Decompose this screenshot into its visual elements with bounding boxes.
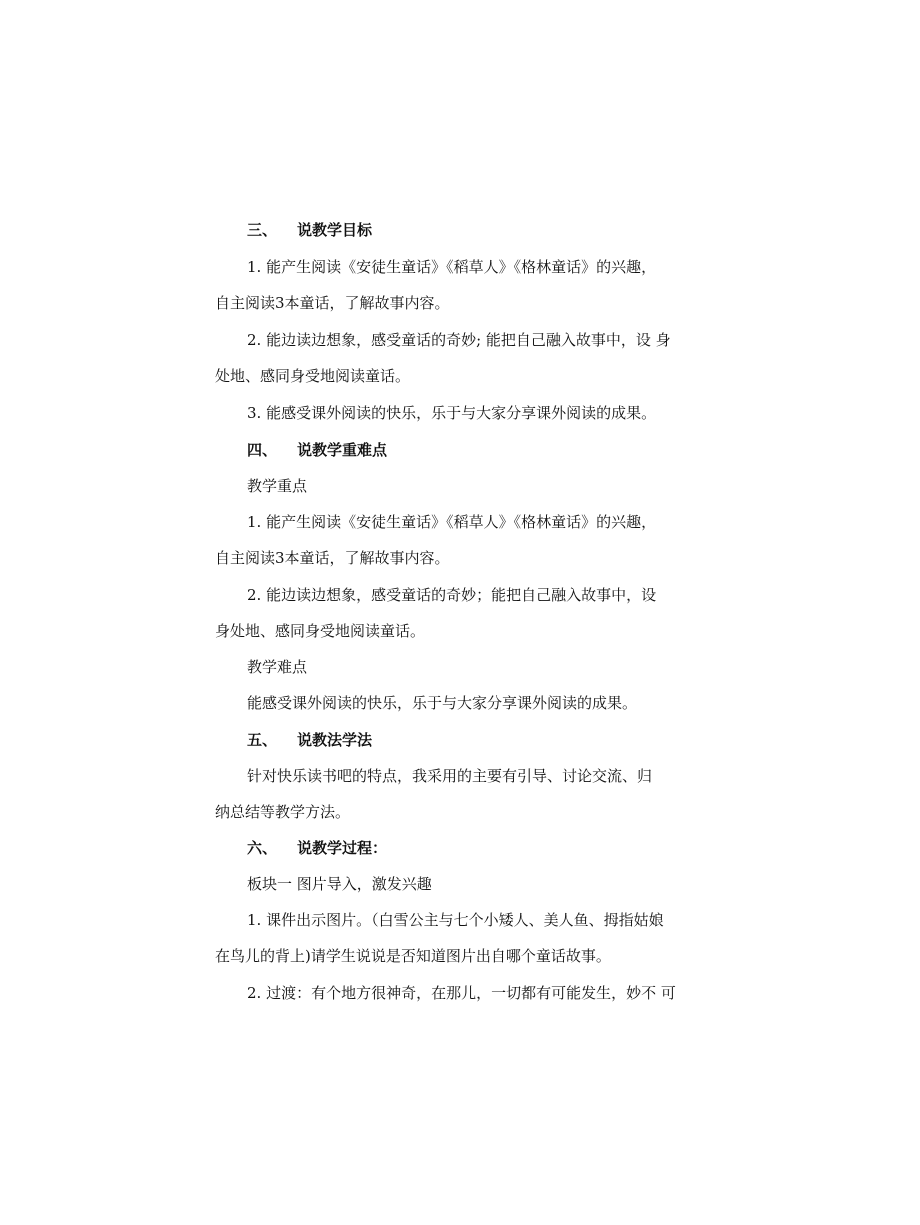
goal-2-line-1: 2. 能边读边想象，感受童话的奇妙; 能把自己融入故事中，设 身 bbox=[247, 331, 671, 349]
goal-2-line-2: 处地、感同身受地阅读童话。 bbox=[215, 367, 411, 385]
section-6-number: 六、 bbox=[247, 839, 278, 857]
step-1-line-1: 1. 课件出示图片。（白雪公主与七个小矮人、美人鱼、拇指姑娘 bbox=[247, 911, 664, 929]
section-3-heading bbox=[247, 220, 747, 240]
section-4-title: 说教学重难点 bbox=[297, 441, 388, 459]
key-1-line-2: 自主阅读3本童话，了解故事内容。 bbox=[215, 549, 450, 567]
section-5-number: 五、 bbox=[247, 731, 278, 749]
step-1-line-2: 在鸟儿的背上)请学生说说是否知道图片出自哪个童话故事。 bbox=[215, 947, 611, 965]
key-2-line-1: 2. 能边读边想象，感受童话的奇妙；能把自己融入故事中，设 bbox=[247, 586, 657, 604]
section-3-number: 三、 bbox=[247, 221, 278, 239]
section-4-number: 四、 bbox=[247, 441, 278, 459]
goal-1-line-2: 自主阅读3本童话，了解故事内容。 bbox=[215, 294, 450, 312]
block-1-title: 板块一 图片导入，激发兴趣 bbox=[247, 875, 432, 893]
key-1-line-1: 1. 能产生阅读《安徒生童话》《稻草人》《格林童话》的兴趣， bbox=[247, 513, 657, 531]
method-line-2: 纳总结等教学方法。 bbox=[215, 803, 351, 821]
key-2-line-2: 身处地、感同身受地阅读童话。 bbox=[215, 622, 426, 640]
section-6-title: 说教学过程： bbox=[297, 839, 388, 857]
section-5-title: 说教法学法 bbox=[297, 731, 373, 749]
difficulty-text: 能感受课外阅读的快乐，乐于与大家分享课外阅读的成果。 bbox=[247, 694, 638, 712]
goal-1-line-1: 1. 能产生阅读《安徒生童话》《稻草人》《格林童话》的兴趣， bbox=[247, 258, 657, 276]
section-6-heading bbox=[247, 838, 747, 858]
section-4-heading bbox=[247, 440, 747, 460]
goal-3-line-1: 3. 能感受课外阅读的快乐，乐于与大家分享课外阅读的成果。 bbox=[247, 404, 657, 422]
method-line-1: 针对快乐读书吧的特点，我采用的主要有引导、讨论交流、归 bbox=[247, 767, 653, 785]
section-5-heading bbox=[247, 730, 747, 750]
difficulty-label: 教学难点 bbox=[247, 658, 308, 676]
step-2-line-1: 2. 过渡：有个地方很神奇，在那儿，一切都有可能发生，妙不 可 bbox=[247, 984, 676, 1002]
key-points-label: 教学重点 bbox=[247, 477, 308, 495]
section-3-title: 说教学目标 bbox=[297, 221, 373, 239]
